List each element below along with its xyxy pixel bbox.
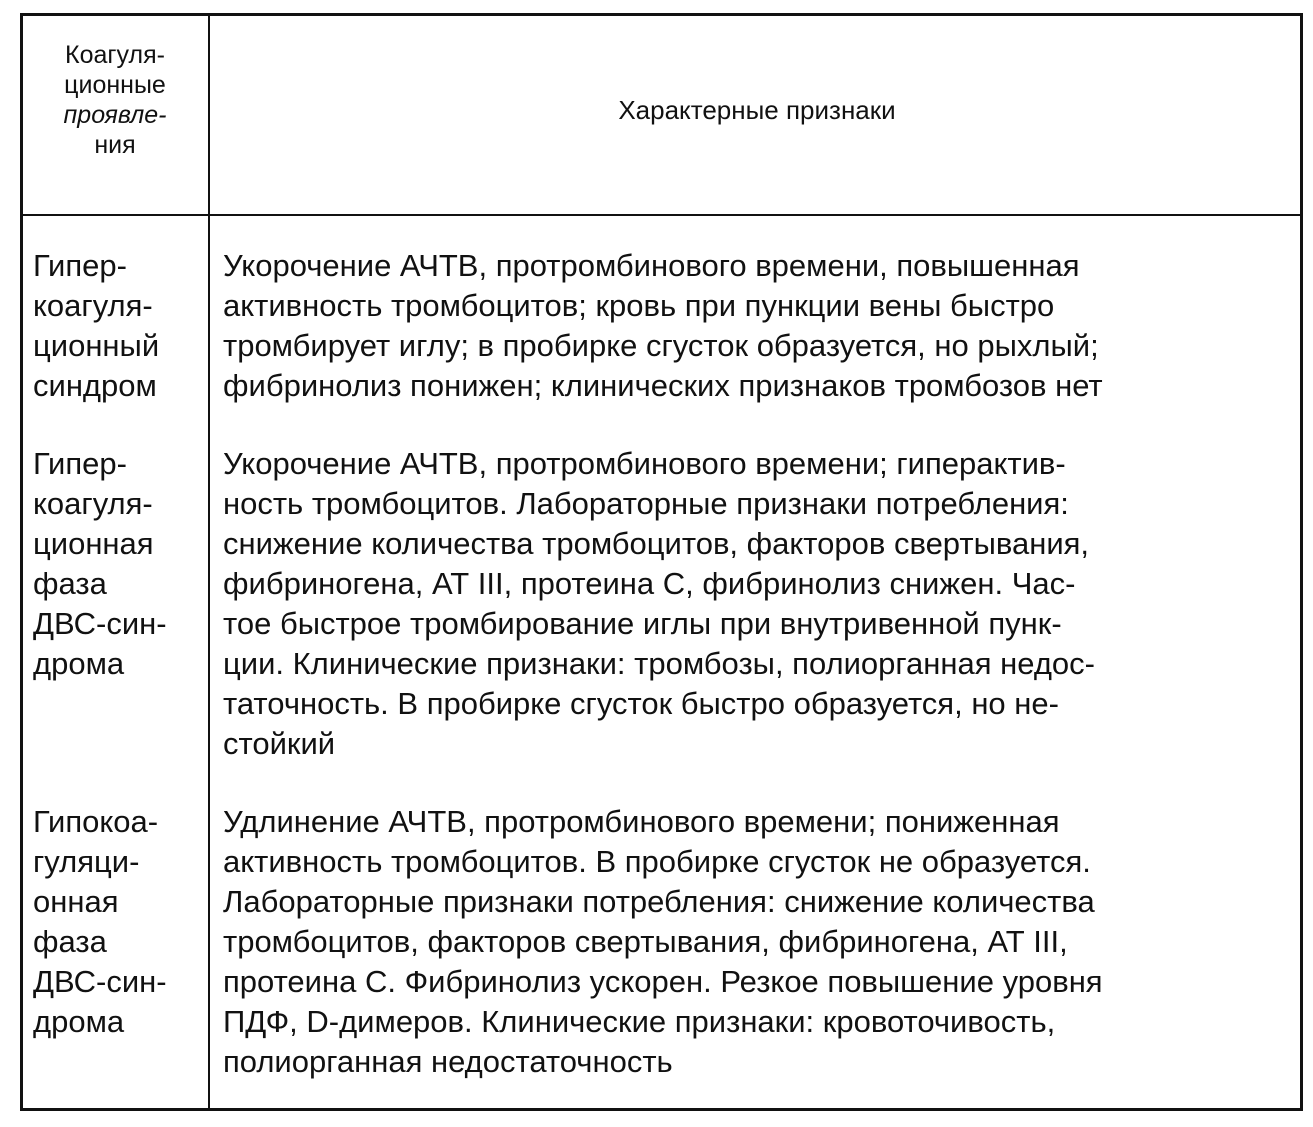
row-name-cell: Гипер- коагуля- ционный синдром <box>33 248 160 403</box>
header-cell-manifestations <box>24 40 206 160</box>
row-name-cell: Гипокоа- гуляци- онная фаза ДВС-син- дрома <box>33 804 167 1039</box>
header-left-line: Коагуля- <box>65 41 165 69</box>
row-signs-cell: Удлинение АЧТВ, протромбинового времени; пониженная активность тромбоцитов. В пробирке сгусток не образуется. Лабораторные признаки потребления: снижение количества тромбоцитов, факторов свертывания, фибриногена, АТ III, протеина С. Фибринолиз ускорен. Резкое повышение уровня ПДФ, D-димеров. Клинические признаки: кровоточивость, полиорганная недостаточность <box>223 804 1103 1079</box>
row-signs-cell: Укорочение АЧТВ, протромбинового времени; гиперактив- ность тромбоцитов. Лабораторные признаки потребления: снижение количества тромбоцитов, факторов свертывания, фибриногена, АТ III, протеина С, фибринолиз снижен. Час- тое быстрое тромбирование иглы при внутривенной пунк- ции. Клинические признаки: тромбозы, полиорганная недос- таточность. В пробирке сгусток быстро образуется, но не- стойкий <box>223 446 1095 761</box>
row-name-cell: Гипер- коагуля- ционная фаза ДВС-син- дрома <box>33 446 167 681</box>
row-signs-cell: Укорочение АЧТВ, протромбинового времени, повышенная активность тромбоцитов; кровь при пункции вены быстро тромбирует иглу; в пробирке сгусток образуется, но рыхлый; фибринолиз понижен; клинических признаков тромбозов нет <box>223 248 1103 403</box>
column-divider <box>208 13 210 1111</box>
header-left-line: ционные <box>64 71 166 99</box>
header-cell-signs: Характерные признаки <box>618 95 896 125</box>
header-divider <box>20 214 1303 216</box>
header-left-line: проявле- <box>63 101 167 129</box>
header-left-line: ния <box>94 131 136 159</box>
